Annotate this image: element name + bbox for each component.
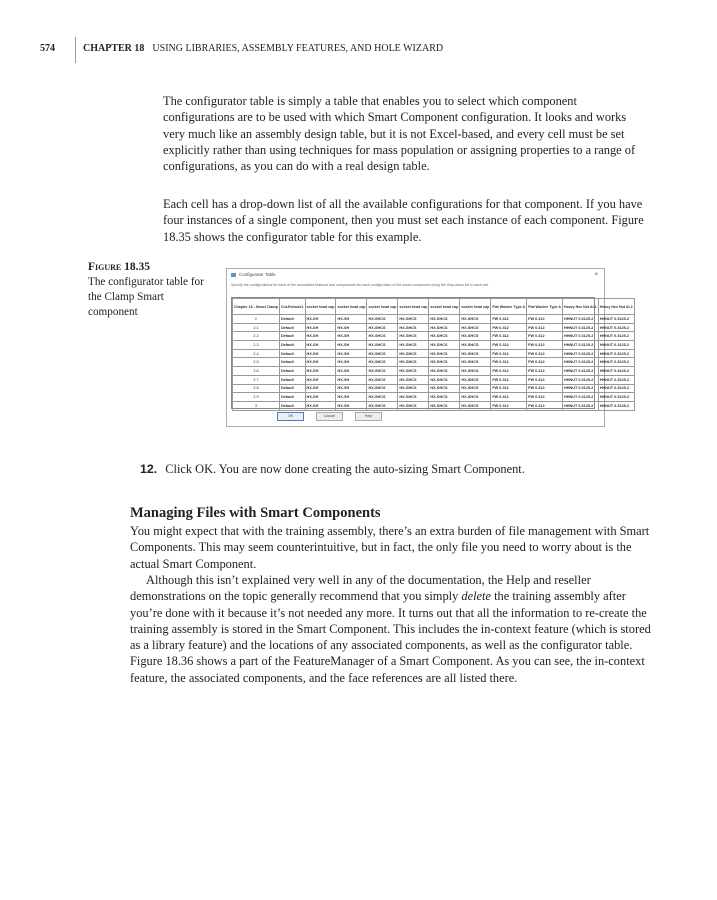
section-paragraph-2: [130, 572, 652, 686]
config-cell[interactable]: HX-SHCS: [429, 332, 460, 341]
config-cell[interactable]: HHNUT 0.3125-2: [562, 332, 598, 341]
row-label: 2.5: [233, 358, 280, 367]
config-cell[interactable]: HX-SHCS: [460, 375, 491, 384]
table-row: [233, 332, 635, 341]
config-cell[interactable]: HX-SH: [305, 393, 336, 402]
help-button[interactable]: Help: [355, 412, 382, 421]
row-label: 2.9: [233, 393, 280, 402]
config-cell[interactable]: FW 0.312: [527, 367, 563, 376]
config-cell[interactable]: HHNUT 0.3125-2: [562, 367, 598, 376]
row-label: 2.1: [233, 323, 280, 332]
config-cell[interactable]: HX-SHCS: [398, 375, 429, 384]
config-cell[interactable]: HX-SH: [305, 375, 336, 384]
config-cell[interactable]: Default: [279, 332, 305, 341]
config-cell[interactable]: HX-SHCS: [367, 332, 398, 341]
config-cell[interactable]: HX-SHCS: [398, 401, 429, 410]
configurator-table: [232, 298, 635, 411]
row-label: 2.4: [233, 349, 280, 358]
config-cell[interactable]: HX-SH: [336, 375, 367, 384]
config-cell[interactable]: HHNUT 0.3125-2: [598, 401, 634, 410]
config-cell[interactable]: Default: [279, 315, 305, 324]
ok-button[interactable]: OK: [277, 412, 304, 421]
config-cell[interactable]: HX-SHCS: [398, 341, 429, 350]
config-cell[interactable]: HX-SHCS: [460, 401, 491, 410]
config-cell[interactable]: HX-SHCS: [460, 341, 491, 350]
config-cell[interactable]: HHNUT 0.3125-2: [598, 315, 634, 324]
config-cell[interactable]: Default: [279, 341, 305, 350]
column-header: Flat Washer Type A: [491, 299, 527, 315]
config-cell[interactable]: HHNUT 0.3125-2: [598, 323, 634, 332]
config-cell[interactable]: HHNUT 0.3125-2: [598, 349, 634, 358]
config-cell[interactable]: HX-SHCS: [460, 393, 491, 402]
config-cell[interactable]: HX-SH: [336, 341, 367, 350]
config-cell[interactable]: HX-SHCS: [367, 358, 398, 367]
config-cell[interactable]: HX-SH: [305, 315, 336, 324]
config-cell[interactable]: Default: [279, 393, 305, 402]
emphasis-delete: delete: [461, 589, 491, 604]
table-row: [233, 367, 635, 376]
config-cell[interactable]: HX-SHCS: [398, 332, 429, 341]
step-12: [140, 461, 660, 477]
row-label: 2: [233, 315, 280, 324]
config-cell[interactable]: Default: [279, 401, 305, 410]
column-header: Flat Washer Type A: [527, 299, 563, 315]
dialog-title-bar: [227, 269, 604, 280]
column-header: socket head cap: [429, 299, 460, 315]
config-cell[interactable]: HHNUT 0.3125-2: [562, 393, 598, 402]
config-cell[interactable]: HX-SHCS: [429, 401, 460, 410]
config-cell[interactable]: HX-SHCS: [398, 384, 429, 393]
table-row: [233, 393, 635, 402]
column-header: socket head cap: [305, 299, 336, 315]
config-cell[interactable]: HX-SHCS: [429, 375, 460, 384]
config-cell[interactable]: HX-SH: [305, 341, 336, 350]
config-cell[interactable]: HX-SHCS: [429, 358, 460, 367]
config-cell[interactable]: HX-SHCS: [398, 349, 429, 358]
config-cell[interactable]: FW 0.312: [491, 375, 527, 384]
config-cell[interactable]: HHNUT 0.3125-2: [562, 315, 598, 324]
config-cell[interactable]: HX-SH: [305, 323, 336, 332]
config-cell[interactable]: Default: [279, 323, 305, 332]
chapter-label: CHAPTER 18: [83, 43, 145, 54]
column-header: Chapter 18 - Smart Clamp: [233, 299, 280, 315]
config-cell[interactable]: HX-SHCS: [367, 384, 398, 393]
row-label: 2.3: [233, 341, 280, 350]
config-cell[interactable]: HX-SHCS: [429, 384, 460, 393]
config-cell[interactable]: HX-SHCS: [367, 315, 398, 324]
section-heading: Managing Files with Smart Components: [130, 505, 381, 521]
config-cell[interactable]: Default: [279, 367, 305, 376]
config-cell[interactable]: FW 0.312: [491, 384, 527, 393]
row-label: 2.7: [233, 375, 280, 384]
config-cell[interactable]: HX-SHCS: [367, 349, 398, 358]
config-cell[interactable]: FW 0.312: [491, 393, 527, 402]
column-header: socket head cap: [460, 299, 491, 315]
config-cell[interactable]: HX-SHCS: [367, 401, 398, 410]
figure-caption-text: The configurator table for the Clamp Smart component: [88, 276, 204, 318]
config-cell[interactable]: HX-SH: [336, 323, 367, 332]
config-cell[interactable]: Default: [279, 375, 305, 384]
app-icon: [231, 273, 236, 277]
paragraph-1: The configurator table is simply a table that enables you to select which component configurations are to be used with which Smart Component configuration. It looks and works very much like an assembly design table, but it is not Excel-based, and every cell must be set explicitly rather than using techniques for mass population or assigning properties to a range of configurations, as you can do with a real design table.: [163, 94, 636, 174]
config-cell[interactable]: HHNUT 0.3125-2: [562, 401, 598, 410]
chapter-title: USING LIBRARIES, ASSEMBLY FEATURES, AND HOLE WIZARD: [152, 43, 444, 54]
table-row: [233, 315, 635, 324]
configurator-table-dialog: [226, 268, 633, 427]
paragraph-2: Each cell has a drop-down list of all the available configurations for that component. If you have four instances of a single component, then you must set each instance of each component. Figure 18.35 shows the configurator table for this example.: [163, 197, 644, 244]
config-cell[interactable]: Default: [279, 358, 305, 367]
config-cell[interactable]: FW 0.312: [491, 401, 527, 410]
config-cell[interactable]: HX-SHCS: [429, 393, 460, 402]
config-cell[interactable]: HX-SHCS: [367, 393, 398, 402]
config-cell[interactable]: HX-SH: [305, 358, 336, 367]
config-cell[interactable]: HHNUT 0.3125-2: [562, 341, 598, 350]
cancel-button[interactable]: Cancel: [316, 412, 343, 421]
table-row: [233, 401, 635, 410]
config-cell[interactable]: HHNUT 0.3125-2: [598, 358, 634, 367]
config-cell[interactable]: HX-SHCS: [429, 315, 460, 324]
config-cell[interactable]: HX-SH: [305, 367, 336, 376]
configurator-grid: [231, 297, 633, 409]
config-cell[interactable]: HX-SH: [336, 384, 367, 393]
table-row: [233, 384, 635, 393]
config-cell[interactable]: HX-SH: [305, 384, 336, 393]
config-cell[interactable]: HX-SH: [336, 401, 367, 410]
config-cell[interactable]: HHNUT 0.3125-2: [562, 349, 598, 358]
config-cell[interactable]: FW 0.312: [527, 375, 563, 384]
config-cell[interactable]: Default: [279, 384, 305, 393]
config-cell[interactable]: HX-SH: [336, 349, 367, 358]
config-cell[interactable]: FW 0.312: [527, 315, 563, 324]
config-cell[interactable]: FW 0.312: [491, 349, 527, 358]
column-header: socket head cap: [367, 299, 398, 315]
config-cell[interactable]: HX-SHCS: [429, 323, 460, 332]
config-cell[interactable]: HX-SHCS: [460, 332, 491, 341]
close-icon[interactable]: ×: [594, 271, 598, 278]
config-cell[interactable]: FW 0.312: [527, 349, 563, 358]
config-cell[interactable]: HX-SHCS: [429, 349, 460, 358]
config-cell[interactable]: HX-SHCS: [367, 375, 398, 384]
config-cell[interactable]: HX-SHCS: [398, 367, 429, 376]
config-cell[interactable]: HX-SH: [336, 315, 367, 324]
config-cell[interactable]: HX-SHCS: [460, 323, 491, 332]
config-cell[interactable]: HX-SHCS: [460, 384, 491, 393]
row-label: 2.2: [233, 332, 280, 341]
config-cell[interactable]: FW 0.312: [491, 341, 527, 350]
config-cell[interactable]: FW 0.312: [527, 341, 563, 350]
config-cell[interactable]: FW 0.312: [527, 393, 563, 402]
table-row: [233, 375, 635, 384]
config-cell[interactable]: HX-SH: [336, 332, 367, 341]
config-cell[interactable]: HX-SHCS: [367, 323, 398, 332]
config-cell[interactable]: FW 0.312: [527, 332, 563, 341]
config-cell[interactable]: HHNUT 0.3125-2: [598, 332, 634, 341]
column-header: socket head cap: [398, 299, 429, 315]
config-cell[interactable]: FW 0.312: [491, 367, 527, 376]
config-cell[interactable]: HHNUT 0.3125-2: [562, 358, 598, 367]
config-cell[interactable]: HX-SH: [336, 358, 367, 367]
config-cell[interactable]: HX-SHCS: [398, 323, 429, 332]
column-header: Cut-Extrude1: [279, 299, 305, 315]
figure-caption: [88, 260, 208, 320]
config-cell[interactable]: FW 0.312: [491, 315, 527, 324]
table-header-row: [233, 299, 635, 315]
column-header: Heavy Hex Nut AI-1: [562, 299, 598, 315]
config-cell[interactable]: FW 0.312: [491, 323, 527, 332]
config-cell[interactable]: HX-SHCS: [460, 367, 491, 376]
text-run: the training assembly after you’re done with it because it’s not needed any more. It turns out that all the information to re-create the training assembly is stored in the Smart Component. This includes the in-context feature (which is stored as a library feature) and the locations of any associated components, as well as the configurator table. Figure 18.36 shows a part of the FeatureManager of a Smart Component. As you can see, the in-context feature, the associated components, and the face references are all listed there.: [130, 589, 651, 685]
config-cell[interactable]: HHNUT 0.3125-2: [598, 341, 634, 350]
config-cell[interactable]: HHNUT 0.3125-2: [598, 393, 634, 402]
section-paragraph-1: You might expect that with the training assembly, there’s an extra burden of file management with Smart Components. This may seem counterintuitive, but in fact, the only file you need to worry about is the actual Smart Component.: [130, 524, 650, 571]
running-header: [40, 43, 443, 54]
column-header: socket head cap: [336, 299, 367, 315]
config-cell[interactable]: FW 0.312: [491, 332, 527, 341]
row-label: 3: [233, 401, 280, 410]
table-row: [233, 349, 635, 358]
column-header: Heavy Hex Nut AI-2: [598, 299, 634, 315]
table-row: [233, 358, 635, 367]
header-divider: [75, 37, 76, 63]
table-row: [233, 323, 635, 332]
config-cell[interactable]: HX-SHCS: [398, 393, 429, 402]
text-run: Although this isn’t explained very well in any of the documentation, the Help and reseller demonstrations on the topic generally recommend that you simply: [130, 573, 591, 604]
config-cell[interactable]: FW 0.312: [527, 401, 563, 410]
config-cell[interactable]: HX-SH: [305, 332, 336, 341]
config-cell[interactable]: HX-SHCS: [460, 349, 491, 358]
row-label: 2.8: [233, 384, 280, 393]
config-cell[interactable]: HHNUT 0.3125-2: [598, 367, 634, 376]
table-row: [233, 341, 635, 350]
config-cell[interactable]: FW 0.312: [527, 323, 563, 332]
config-cell[interactable]: FW 0.312: [527, 384, 563, 393]
config-cell[interactable]: HX-SH: [336, 393, 367, 402]
config-cell[interactable]: HHNUT 0.3125-2: [598, 375, 634, 384]
dialog-buttons: [277, 412, 382, 421]
config-cell[interactable]: FW 0.312: [491, 358, 527, 367]
config-cell[interactable]: HX-SHCS: [367, 341, 398, 350]
config-cell[interactable]: Default: [279, 349, 305, 358]
config-cell[interactable]: HX-SHCS: [367, 367, 398, 376]
config-cell[interactable]: HHNUT 0.3125-2: [562, 323, 598, 332]
step-number: 12.: [140, 462, 158, 476]
config-cell[interactable]: HHNUT 0.3125-2: [562, 384, 598, 393]
config-cell[interactable]: HX-SHCS: [398, 315, 429, 324]
config-cell[interactable]: HHNUT 0.3125-2: [562, 375, 598, 384]
dialog-title: Configurator Table: [239, 272, 276, 277]
row-label: 2.6: [233, 367, 280, 376]
config-cell[interactable]: FW 0.312: [527, 358, 563, 367]
config-cell[interactable]: HHNUT 0.3125-2: [598, 384, 634, 393]
config-cell[interactable]: HX-SHCS: [460, 315, 491, 324]
dialog-instructions: Specify the configurations for each of the associated features and components for each configuration of the smart component using the drop-down list in each cell.: [231, 283, 490, 287]
config-cell[interactable]: HX-SHCS: [429, 341, 460, 350]
config-cell[interactable]: HX-SH: [305, 401, 336, 410]
config-cell[interactable]: HX-SHCS: [398, 358, 429, 367]
config-cell[interactable]: HX-SHCS: [460, 358, 491, 367]
step-text: Click OK. You are now done creating the auto-sizing Smart Component.: [165, 462, 525, 476]
page-number: 574: [40, 43, 55, 54]
config-cell[interactable]: HX-SH: [305, 349, 336, 358]
figure-label: Figure 18.35: [88, 261, 151, 273]
config-cell[interactable]: HX-SHCS: [429, 367, 460, 376]
config-cell[interactable]: HX-SH: [336, 367, 367, 376]
